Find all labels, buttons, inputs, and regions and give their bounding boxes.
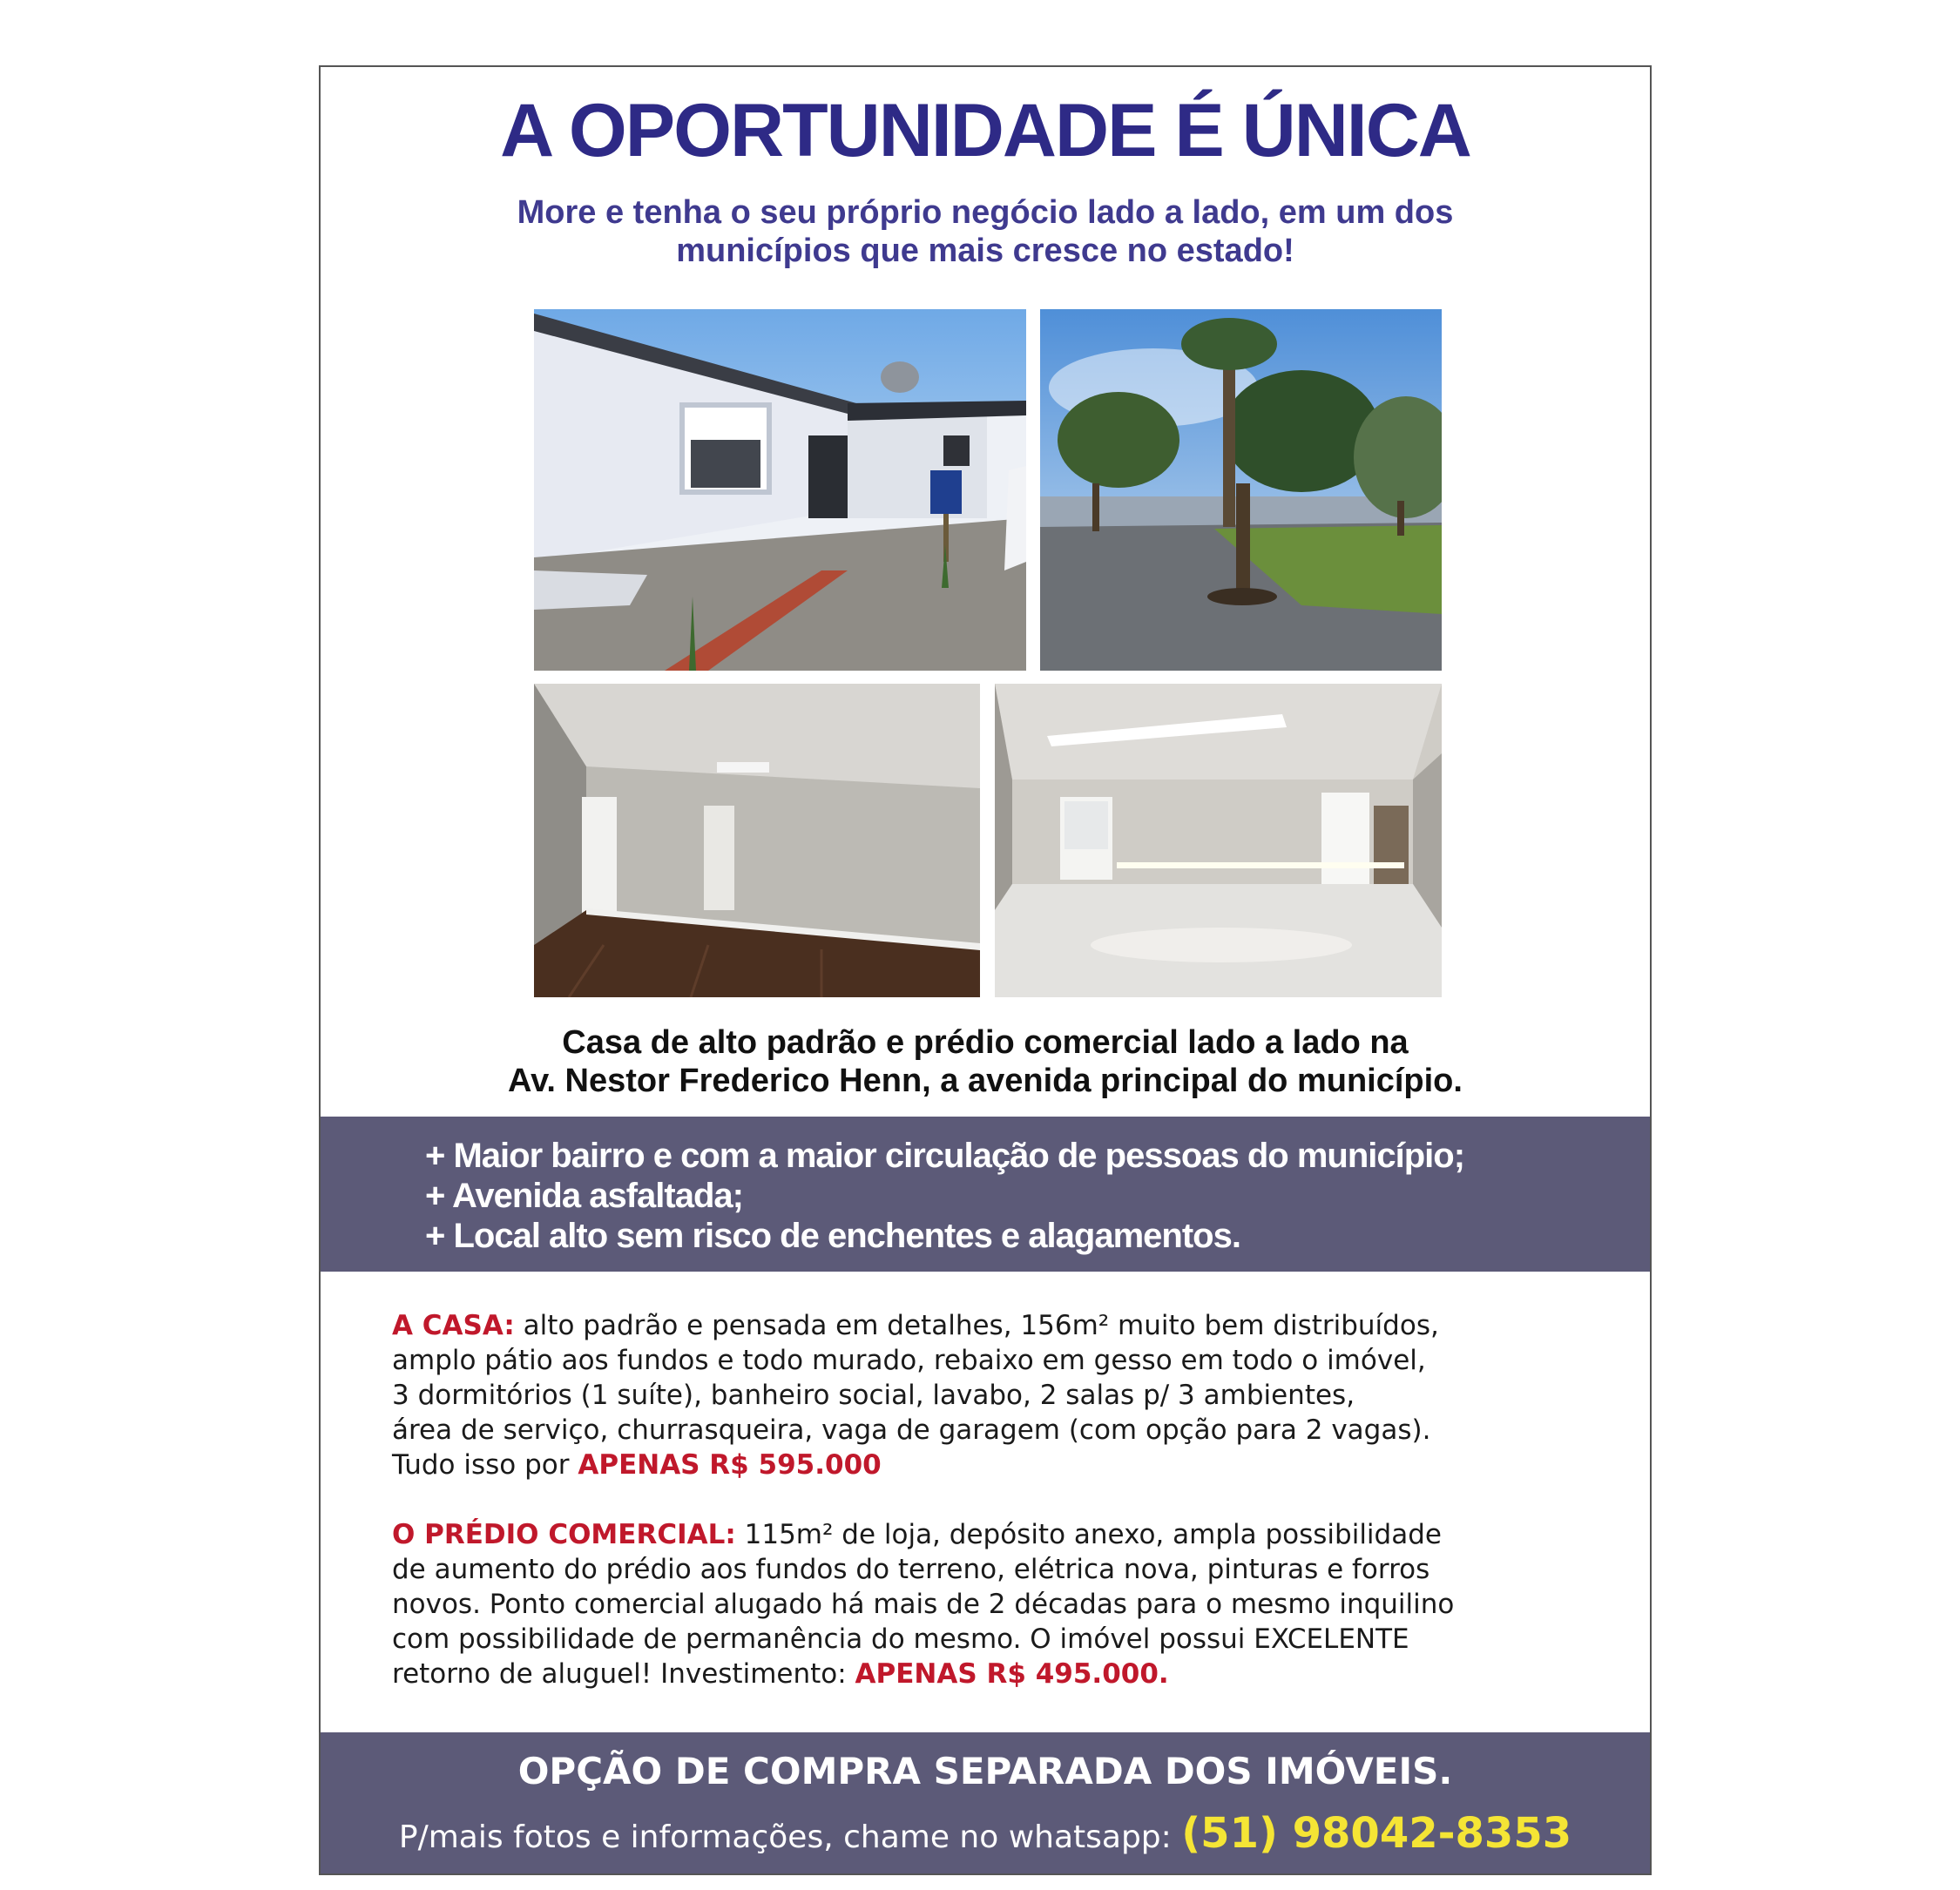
house-exterior-photo <box>534 309 1026 671</box>
property-details <box>392 1308 1615 1726</box>
predio-price-prefix: retorno de aluguel! Investimento: <box>392 1658 855 1690</box>
highlights-band <box>321 1117 1650 1272</box>
whatsapp-phone[interactable]: (51) 98042-8353 <box>1181 1809 1572 1858</box>
footer-band <box>321 1732 1650 1873</box>
contact-line <box>321 1809 1650 1858</box>
caption-line-1: Casa de alto padrão e prédio comercial lado a lado na <box>562 1024 1409 1061</box>
subtitle-line-1: More e tenha o seu próprio negócio lado a lado, em um dos <box>517 194 1454 231</box>
casa-label: A CASA: <box>392 1310 515 1341</box>
predio-price: APENAS R$ 495.000. <box>855 1658 1169 1690</box>
highlight-item: + Maior bairro e com a maior circulação de pessoas do município; <box>425 1137 1465 1175</box>
predio-text-3: novos. Ponto comercial alugado há mais de 2 décadas para o mesmo inquilino <box>392 1589 1455 1620</box>
casa-text-3: 3 dormitórios (1 suíte), banheiro social, lavabo, 2 salas p/ 3 ambientes, <box>392 1380 1355 1411</box>
casa-price: APENAS R$ 595.000 <box>578 1449 882 1481</box>
backyard-photo <box>1040 309 1442 671</box>
highlight-item: + Avenida asfaltada; <box>425 1177 743 1215</box>
predio-label: O PRÉDIO COMERCIAL: <box>392 1519 736 1550</box>
purchase-option-text: OPÇÃO DE COMPRA SEPARADA DOS IMÓVEIS. <box>517 1750 1453 1792</box>
subtitle-line-2: municípios que mais cresce no estado! <box>676 233 1294 269</box>
room-tile-floor-photo <box>995 684 1442 997</box>
subtitle <box>321 193 1650 270</box>
casa-price-prefix: Tudo isso por <box>392 1449 578 1481</box>
casa-text-1: alto padrão e pensada em detalhes, 156m² muito bem distribuídos, <box>514 1310 1439 1341</box>
predio-text-1: 115m² de loja, depósito anexo, ampla possibilidade <box>735 1519 1442 1550</box>
casa-description <box>392 1308 1615 1482</box>
highlight-item: + Local alto sem risco de enchentes e alagamentos. <box>425 1217 1240 1255</box>
predio-text-2: de aumento do prédio aos fundos do terreno, elétrica nova, pinturas e forros <box>392 1554 1430 1585</box>
page-title: A OPORTUNIDADE É ÚNICA <box>500 89 1470 172</box>
contact-prefix: P/mais fotos e informações, chame no whatsapp: <box>398 1819 1182 1855</box>
caption-line-2: Av. Nestor Frederico Henn, a avenida principal do município. <box>508 1063 1463 1099</box>
flyer <box>319 65 1652 1875</box>
property-caption <box>321 1023 1650 1100</box>
casa-text-4: área de serviço, churrasqueira, vaga de garagem (com opção para 2 vagas). <box>392 1414 1431 1446</box>
room-wood-floor-photo <box>534 684 980 997</box>
predio-description <box>392 1517 1615 1691</box>
casa-text-2: amplo pátio aos fundos e todo murado, rebaixo em gesso em todo o imóvel, <box>392 1345 1426 1376</box>
predio-text-4: com possibilidade de permanência do mesmo. O imóvel possui EXCELENTE <box>392 1623 1409 1655</box>
